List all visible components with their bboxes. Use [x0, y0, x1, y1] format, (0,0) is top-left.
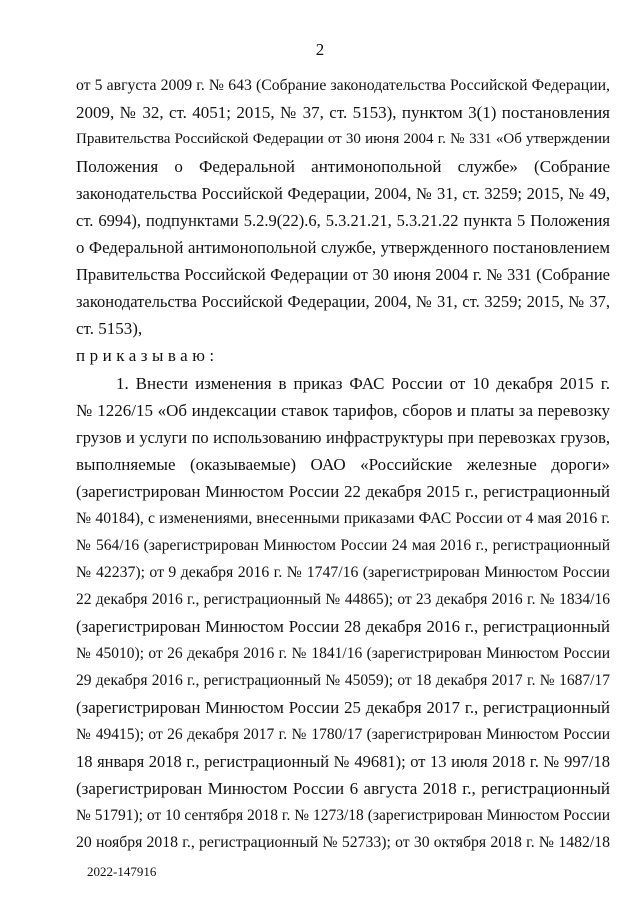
text-line: ст. 6994), подпунктами 5.2.9(22).6, 5.3.21.21, 5.3.21.22 пункта 5 Положения: [76, 211, 610, 231]
document-id: 2022-147916: [87, 864, 157, 879]
text-line: 18 января 2018 г., регистрационный № 49681); от 13 июля 2018 г. № 997/18: [76, 752, 610, 772]
text-line: (зарегистрирован Минюстом России 6 августа 2018 г., регистрационный: [76, 779, 610, 799]
text-line: № 45010); от 26 декабря 2016 г. № 1841/16 (зарегистрирован Минюстом России: [76, 644, 610, 662]
text-line: Положения о Федеральной антимонопольной службе» (Собрание: [76, 157, 610, 177]
text-line: 1. Внести изменения в приказ ФАС России от 10 декабря 2015 г.: [116, 373, 610, 393]
text-line: от 5 августа 2009 г. № 643 (Собрание законодательства Российской Федерации,: [76, 77, 610, 94]
text-line: № 42237); от 9 декабря 2016 г. № 1747/16 (зарегистрирован Минюстом России: [76, 563, 610, 581]
text-line: № 1226/15 «Об индексации ставок тарифов, сборов и платы за перевозку: [76, 400, 610, 420]
text-line: выполняемые (оказываемые) ОАО «Российские железные дороги»: [76, 454, 610, 474]
text-line: ст. 5153),: [76, 319, 143, 339]
text-line: (зарегистрирован Минюстом России 28 декабря 2016 г., регистрационный: [76, 616, 610, 636]
page-number: 2: [315, 40, 325, 59]
document-body: [76, 72, 610, 856]
text-line: № 564/16 (зарегистрирован Минюстом России 24 мая 2016 г., регистрационный: [76, 536, 610, 554]
order-word: приказываю:: [76, 346, 219, 366]
text-line: 2009, № 32, ст. 4051; 2015, № 37, ст. 5153), пунктом 3(1) постановления: [76, 103, 610, 123]
text-line: (зарегистрирован Минюстом России 22 декабря 2015 г., регистрационный: [76, 481, 610, 501]
text-line: грузов и услуги по использованию инфраструктуры при перевозках грузов,: [76, 427, 610, 447]
text-line: 22 декабря 2016 г., регистрационный № 44865); от 23 декабря 2016 г. № 1834/16: [76, 590, 610, 608]
text-line: № 40184), с изменениями, внесенными приказами ФАС России от 4 мая 2016 г.: [76, 509, 610, 527]
text-line: о Федеральной антимонопольной службе, утвержденного постановлением: [76, 238, 610, 258]
text-line: законодательства Российской Федерации, 2004, № 31, ст. 3259; 2015, № 37,: [76, 292, 610, 312]
text-line: 20 ноября 2018 г., регистрационный № 52733); от 30 октября 2018 г. № 1482/18: [76, 834, 610, 852]
text-line: законодательства Российской Федерации, 2004, № 31, ст. 3259; 2015, № 49,: [76, 184, 610, 204]
text-line: 29 декабря 2016 г., регистрационный № 45059); от 18 декабря 2017 г. № 1687/17: [76, 672, 610, 690]
text-line: № 49415); от 26 декабря 2017 г. № 1780/17 (зарегистрирован Минюстом России: [76, 726, 610, 744]
text-line: Правительства Российской Федерации от 30 июня 2004 г. № 331 (Собрание: [76, 265, 610, 285]
text-line: № 51791); от 10 сентября 2018 г. № 1273/18 (зарегистрирован Минюстом России: [76, 807, 610, 825]
text-line: (зарегистрирован Минюстом России 25 декабря 2017 г., регистрационный: [76, 698, 610, 718]
text-line: Правительства Российской Федерации от 30 июня 2004 г. № 331 «Об утверждении: [76, 131, 610, 148]
